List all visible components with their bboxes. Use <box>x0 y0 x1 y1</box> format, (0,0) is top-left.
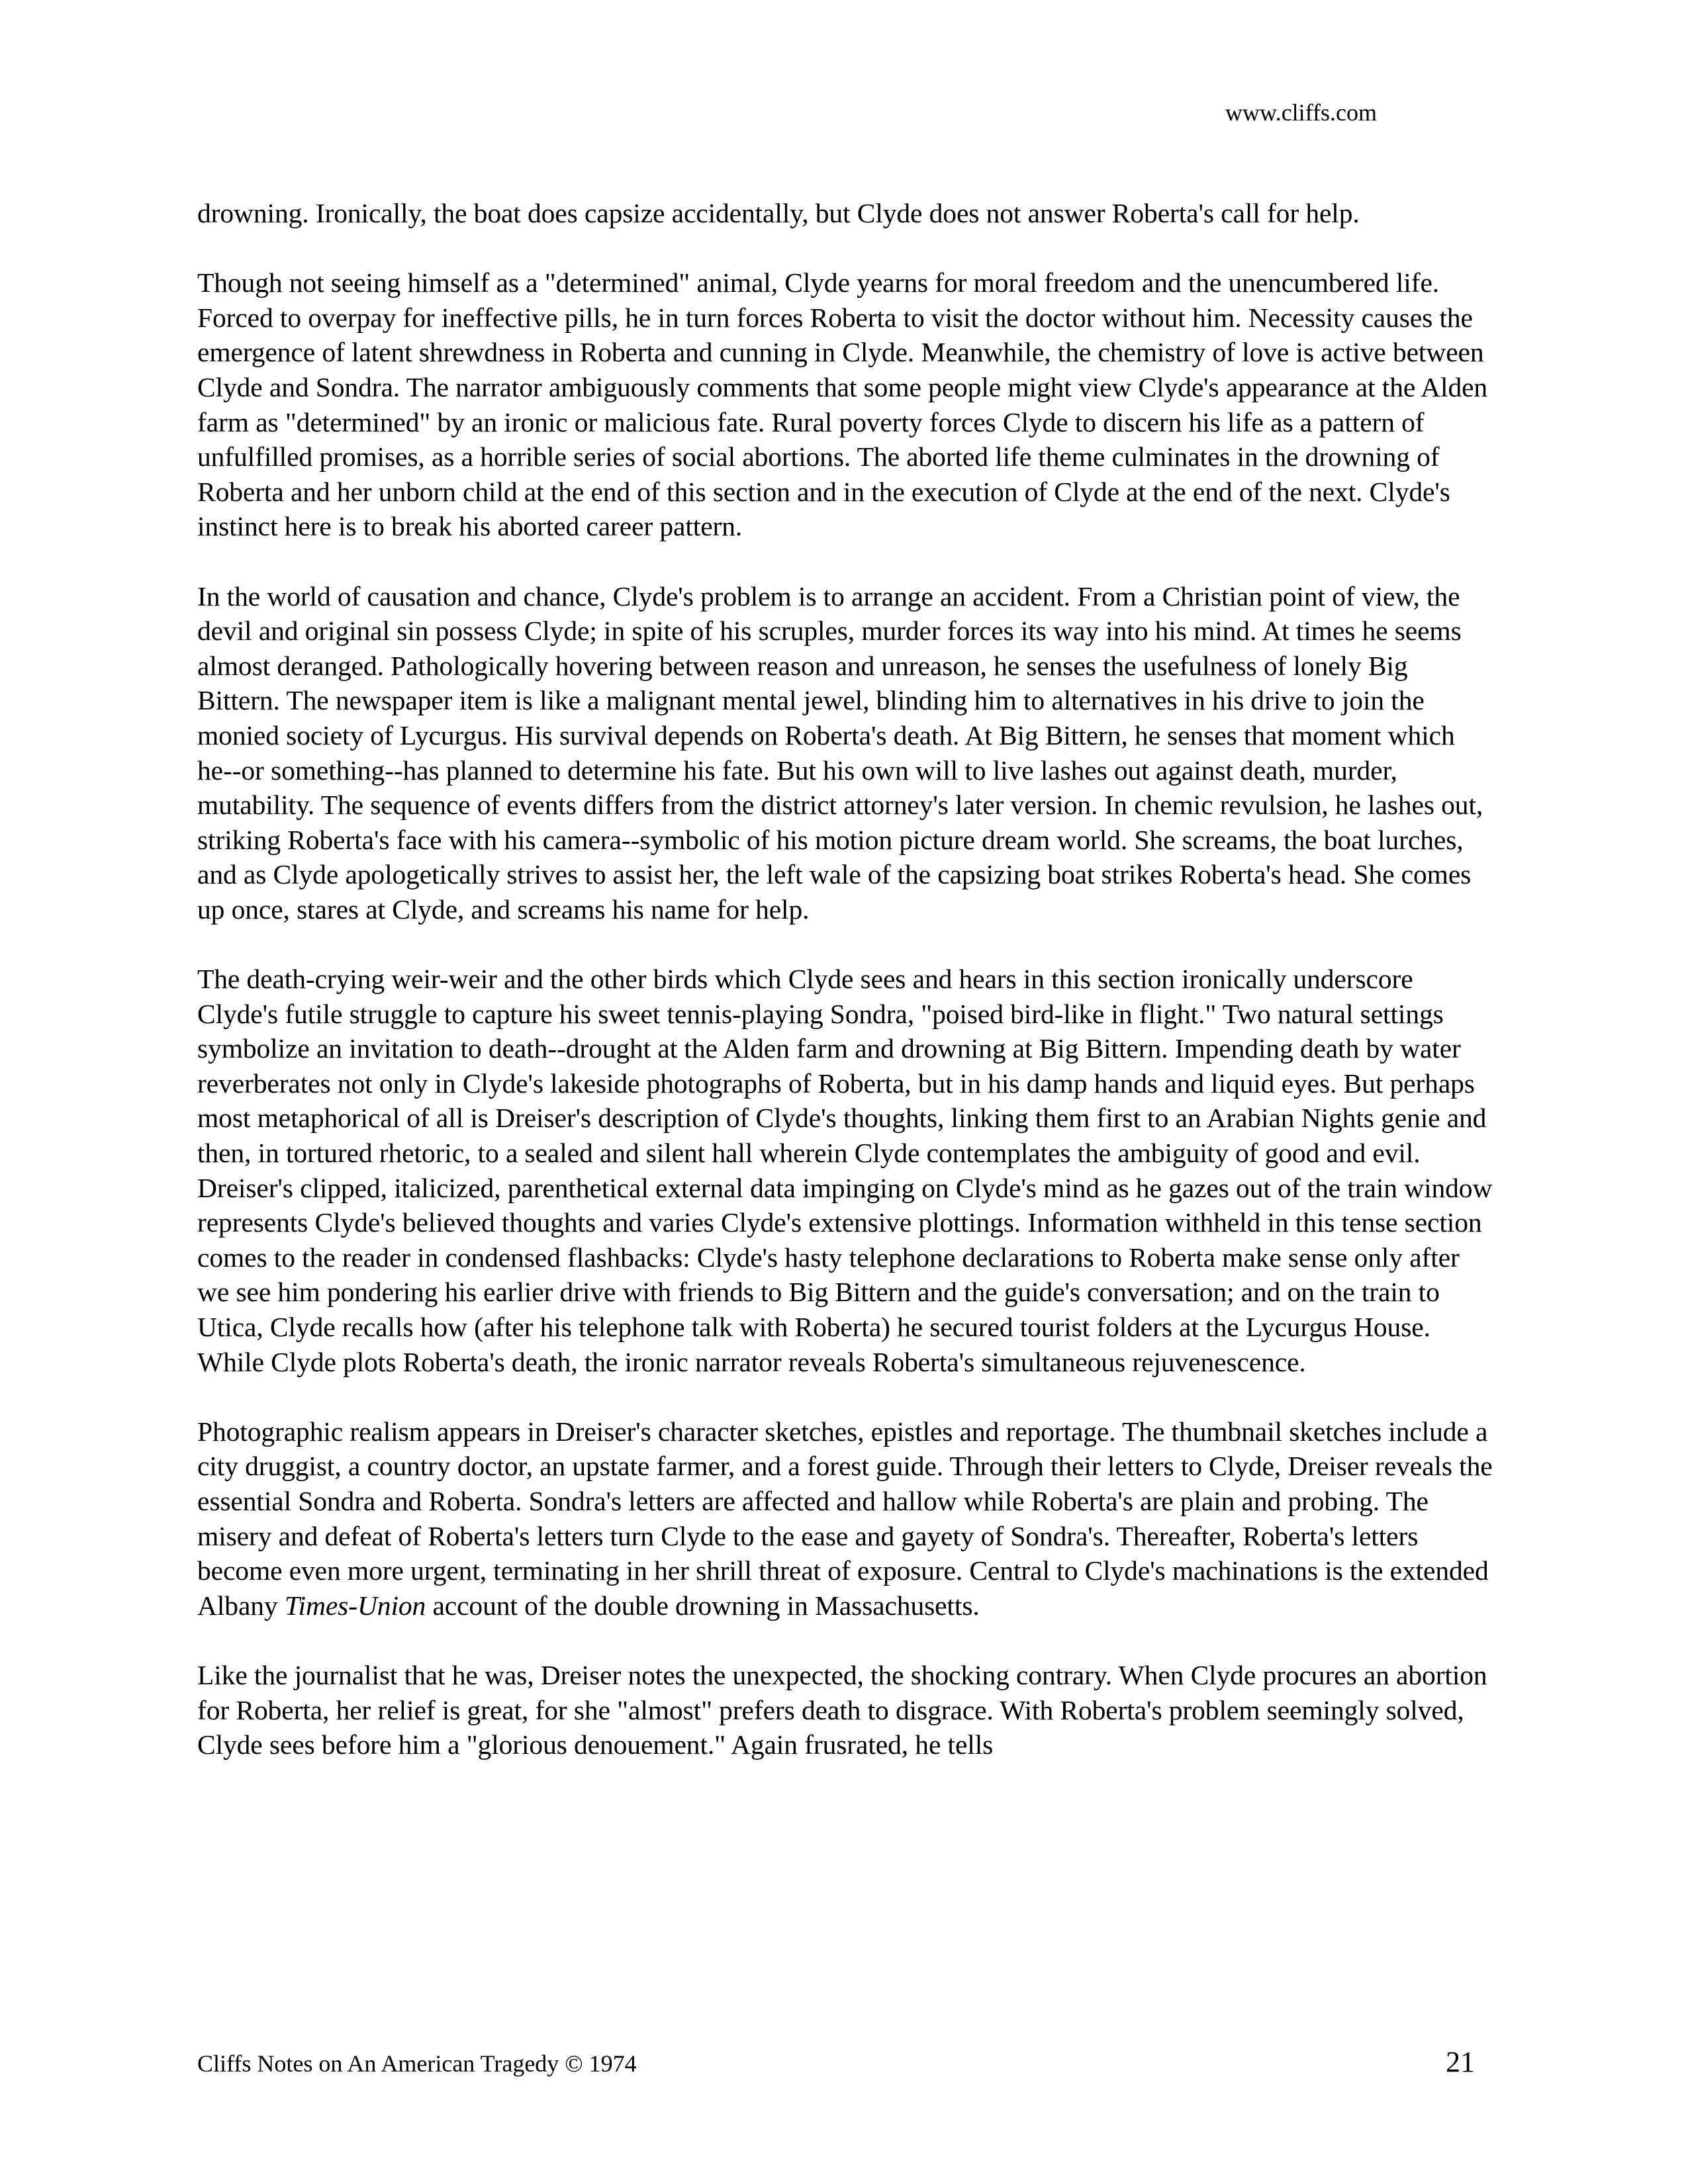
page-number: 21 <box>1446 2046 1475 2078</box>
paragraph-text: Photographic realism appears in Dreiser's character sketches, epistles and reportage. The thumbnail sketches include a city druggist, a country doctor, an upstate farmer, and a forest guide. Through their letters to Clyde, Dreiser reveals the essential Sondra and Roberta. Sondra's letters are affected and hallow while Roberta's are plain and probing. The misery and defeat of Roberta's letters turn Clyde to the ease and gayety of Sondra's. Thereafter, Roberta's letters become even more urgent, terminating in her shrill threat of exposure. Central to Clyde's machinations is the extended Albany <box>197 1416 1493 1621</box>
article-body <box>197 196 1495 1797</box>
paragraph: Though not seeing himself as a "determined" animal, Clyde yearns for moral freedom and the unencumbered life. Forced to overpay for ineffective pills, he in turn forces Roberta to visit the doctor without him. Necessity causes the emergence of latent shrewdness in Roberta and cunning in Clyde. Meanwhile, the chemistry of love is active between Clyde and Sondra. The narrator ambiguously comments that some people might view Clyde's appearance at the Alden farm as "determined" by an ironic or malicious fate. Rural poverty forces Clyde to discern his life as a pattern of unfulfilled promises, as a horrible series of social abortions. The aborted life theme culminates in the drowning of Roberta and her unborn child at the end of this section and in the execution of Clyde at the end of the next. Clyde's instinct here is to break his aborted career pattern. <box>197 267 1488 542</box>
paragraph <box>197 1414 1495 1623</box>
paragraph: drowning. Ironically, the boat does capsize accidentally, but Clyde does not answer Roberta's call for help. <box>197 198 1360 228</box>
paragraph: The death-crying weir-weir and the other birds which Clyde sees and hears in this section ironically underscore Clyde's futile struggle to capture his sweet tennis-playing Sondra, "poised bird-like in flight." Two natural settings symbolize an invitation to death--drought at the Alden farm and drowning at Big Bittern. Impending death by water reverberates not only in Clyde's lakeside photographs of Roberta, but in his damp hands and liquid eyes. But perhaps most metaphorical of all is Dreiser's description of Clyde's thoughts, linking them first to an Arabian Nights genie and then, in tortured rhetoric, to a sealed and silent hall wherein Clyde contemplates the ambiguity of good and evil. Dreiser's clipped, italicized, parenthetical external data impinging on Clyde's mind as he gazes out of the train window represents Clyde's believed thoughts and varies Clyde's extensive plottings. Information withheld in this tense section comes to the reader in condensed flashbacks: Clyde's hasty telephone declarations to Roberta make sense only after we see him pondering his earlier drive with friends to Big Bittern and the guide's conversation; and on the train to Utica, Clyde recalls how (after his telephone talk with Roberta) he secured tourist folders at the Lycurgus House. While Clyde plots Roberta's death, the ironic narrator reveals Roberta's simultaneous rejuvenescence. <box>197 964 1493 1377</box>
paragraph: Like the journalist that he was, Dreiser notes the unexpected, the shocking contrary. When Clyde procures an abortion for Roberta, her relief is great, for she "almost" prefers death to disgrace. With Roberta's problem seemingly solved, Clyde sees before him a "glorious denouement." Again frusrated, he tells <box>197 1659 1487 1760</box>
header-url[interactable]: www.cliffs.com <box>1225 99 1377 126</box>
newspaper-title: Times-Union <box>284 1590 426 1621</box>
footer-title: Cliffs Notes on An American Tragedy © 1974 <box>197 2050 637 2077</box>
paragraph-text: account of the double drowning in Massachusetts. <box>426 1590 980 1621</box>
paragraph: In the world of causation and chance, Clyde's problem is to arrange an accident. From a Christian point of view, the devil and original sin possess Clyde; in spite of his scruples, murder forces its way into his mind. At times he seems almost deranged. Pathologically hovering between reason and unreason, he senses the usefulness of lonely Big Bittern. The newspaper item is like a malignant mental jewel, blinding him to alternatives in his drive to join the monied society of Lycurgus. His survival depends on Roberta's death. At Big Bittern, he senses that moment which he--or something--has planned to determine his fate. But his own will to live lashes out against death, murder, mutability. The sequence of events differs from the district attorney's later version. In chemic revulsion, he lashes out, striking Roberta's face with his camera--symbolic of his motion picture dream world. She screams, the boat lurches, and as Clyde apologetically strives to assist her, the left wale of the capsizing boat strikes Roberta's head. She comes up once, stares at Clyde, and screams his name for help. <box>197 580 1483 925</box>
